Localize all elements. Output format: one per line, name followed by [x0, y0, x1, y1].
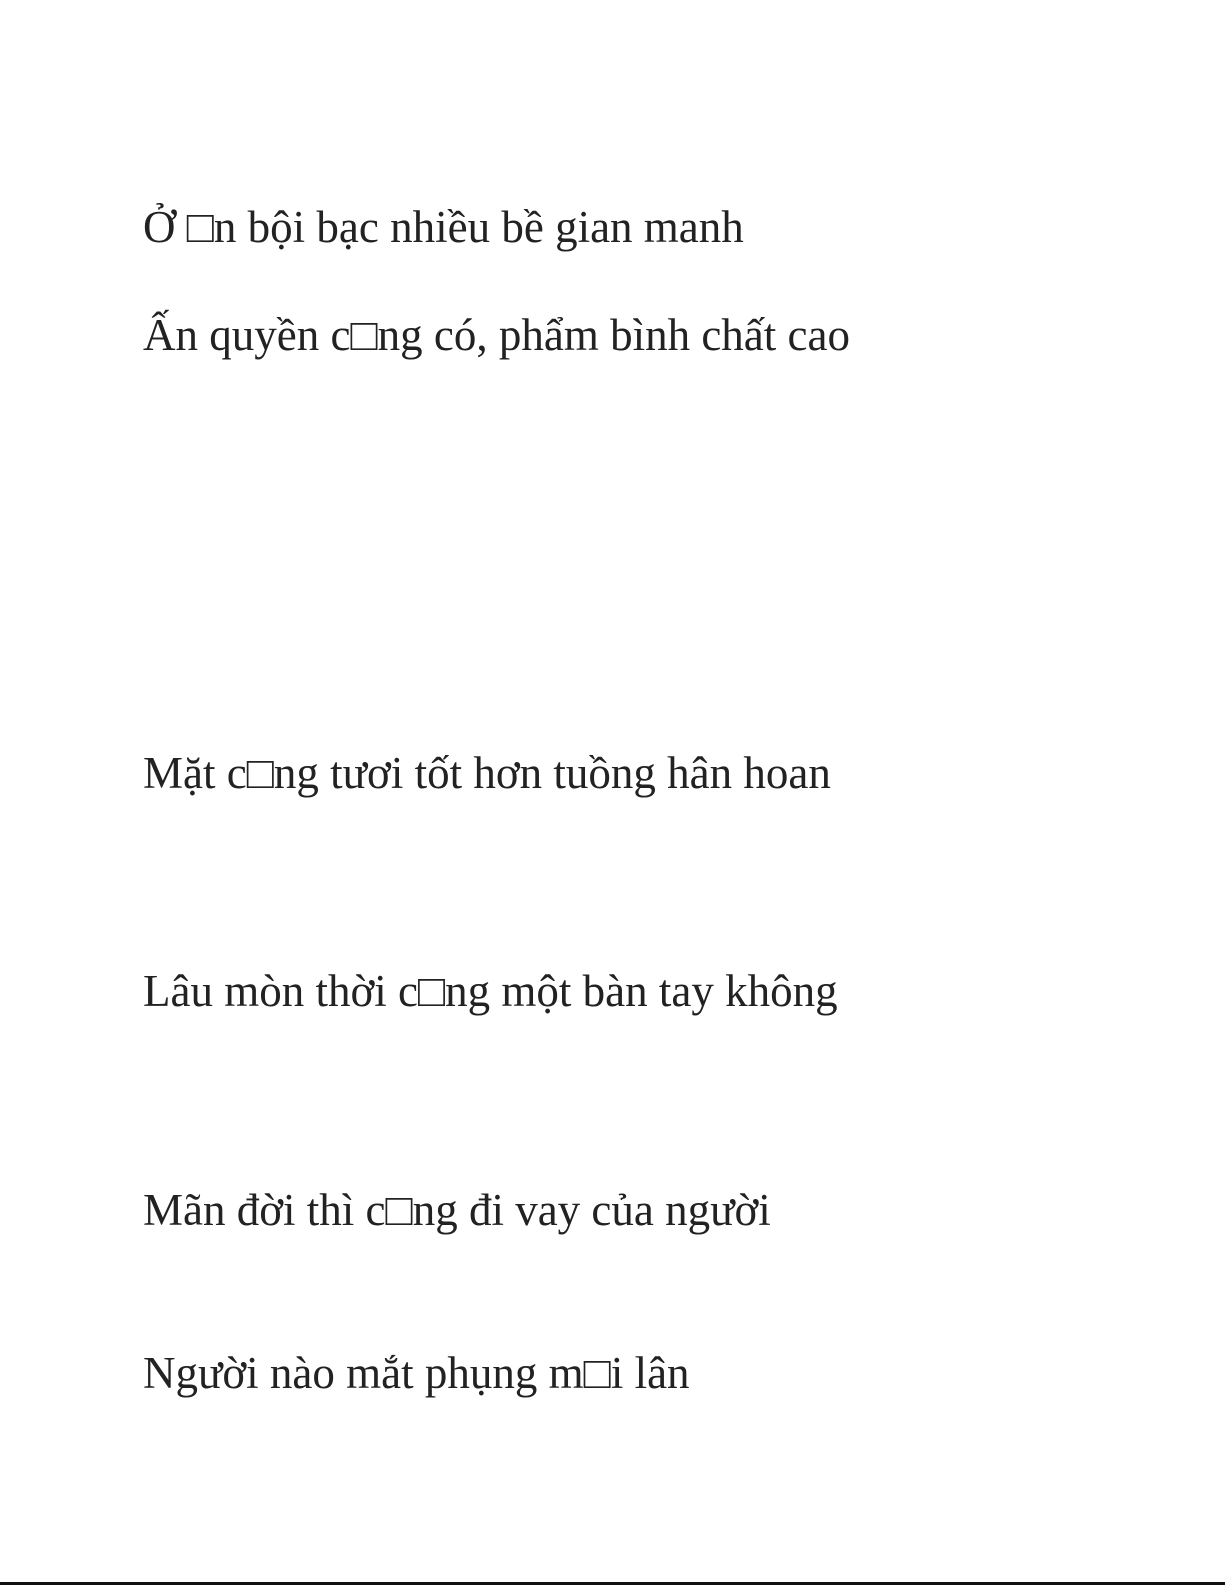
verse-line-5: Mãn đời thì c□ng đi vay của người [143, 1185, 771, 1235]
verse-line-3: Mặt c□ng tươi tốt hơn tuồng hân hoan [143, 748, 831, 798]
verse-line-1: Ở □n bội bạc nhiều bề gian manh [143, 202, 744, 252]
verse-line-6: Người nào mắt phụng m□i lân [143, 1348, 690, 1398]
verse-line-4: Lâu mòn thời c□ng một bàn tay không [143, 966, 838, 1016]
verse-line-2: Ấn quyền c□ng có, phẩm bình chất cao [143, 310, 850, 360]
